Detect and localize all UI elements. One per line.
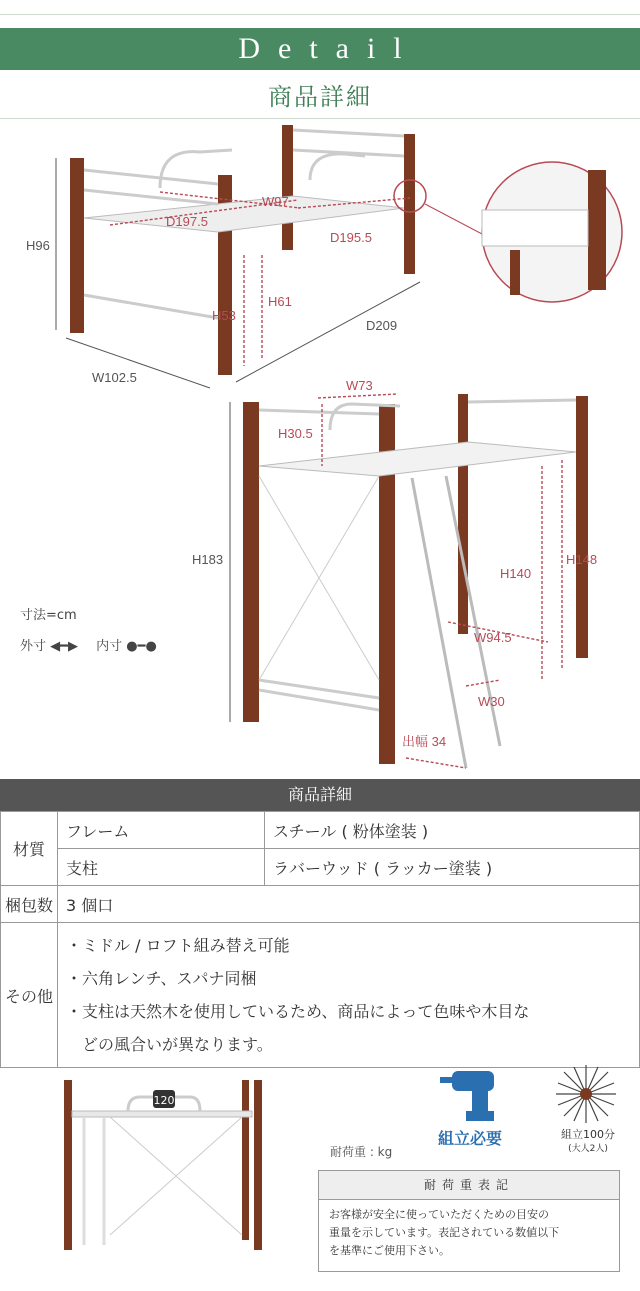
packages-value: 3 個口	[58, 886, 640, 923]
table-row	[1, 812, 640, 849]
notice-body	[319, 1200, 619, 1266]
detail-banner: Detail	[0, 28, 640, 70]
time-label: 組立100分	[561, 1128, 615, 1141]
spec-heading: 商品詳細	[0, 779, 640, 811]
label-w30: W30	[478, 694, 505, 709]
notice-line: 重量を示しています。表記されている数値以下	[329, 1226, 560, 1239]
list-item: どの風合いが異なります。	[66, 1035, 273, 1054]
table-row	[1, 923, 640, 1068]
clock-icon	[552, 1063, 620, 1125]
label-d197: D197.5	[166, 214, 208, 229]
table-row	[1, 886, 640, 923]
other-label: その他	[1, 923, 58, 1068]
loft-bed-diagram	[0, 380, 640, 775]
load-capacity-diagram	[0, 1075, 300, 1255]
label-h61: H61	[268, 294, 292, 309]
label-w97: W97	[262, 194, 289, 209]
drill-icon	[438, 1065, 508, 1125]
label-w73: W73	[346, 380, 373, 393]
part-post: 支柱	[58, 849, 265, 886]
value-frame: スチール ( 粉体塗装 )	[265, 812, 640, 849]
unit-legend	[20, 604, 157, 654]
top-divider	[0, 14, 640, 15]
subtitle-divider	[0, 118, 640, 119]
list-item: ・支柱は天然木を使用しているため、商品によって色味や木目な	[66, 1002, 530, 1021]
label-d195: D195.5	[330, 230, 372, 245]
notice-title: 耐荷重表記	[319, 1171, 619, 1200]
label-out34: 出幅 34	[402, 734, 447, 749]
capacity-label: 耐荷重 : kg	[330, 1145, 393, 1159]
page-subtitle: 商品詳細	[268, 83, 372, 111]
part-frame: フレーム	[58, 812, 265, 849]
list-item: ・六角レンチ、スパナ同梱	[66, 969, 257, 988]
notice-box	[318, 1170, 620, 1272]
notice-line: お客様が安全に使っていただくための目安の	[329, 1208, 549, 1221]
label-d209: D209	[366, 318, 398, 333]
outer-label: 外寸	[20, 639, 47, 654]
label-h140: H140	[500, 566, 532, 581]
spec-table	[0, 811, 640, 1068]
outer-arrow-icon: ◀━▶	[50, 639, 78, 654]
value-post: ラバーウッド ( ラッカー塗装 )	[265, 849, 640, 886]
label-h305: H30.5	[278, 426, 313, 441]
label-h96: H96	[26, 238, 50, 253]
label-w102: W102.5	[92, 370, 137, 385]
weight-value: 120	[153, 1094, 175, 1107]
label-h53: H53	[212, 308, 236, 323]
packages-label: 梱包数	[1, 886, 58, 923]
time-sub: (大人2人)	[568, 1144, 608, 1154]
assembly-label: 組立必要	[438, 1129, 503, 1148]
label-w945: W94.5	[474, 630, 512, 645]
table-row	[1, 849, 640, 886]
other-list	[66, 923, 631, 1067]
label-h148: H148	[566, 552, 598, 567]
unit-label: 寸法=cm	[20, 608, 77, 623]
material-label: 材質	[1, 812, 58, 886]
label-h183: H183	[192, 552, 224, 567]
inner-label: 内寸	[96, 639, 123, 654]
inner-dot-icon: ●━●	[126, 639, 157, 654]
list-item: ・ミドル / ロフト組み替え可能	[66, 936, 290, 955]
notice-line: を基準にご使用下さい。	[329, 1244, 450, 1257]
middle-bed-diagram	[0, 120, 640, 390]
